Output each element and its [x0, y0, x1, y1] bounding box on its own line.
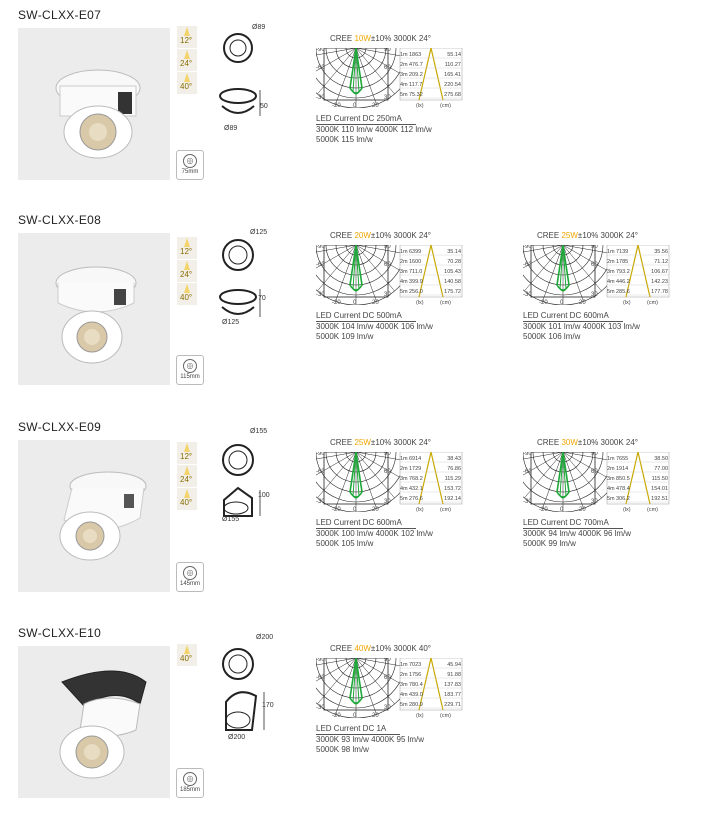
efficacy-line-1: 3000K 94 lm/w 4000K 96 lm/w	[523, 529, 632, 538]
distance-label: 4m	[400, 82, 408, 88]
unit-label: (cm)	[440, 103, 451, 108]
beam-diameter-value: 137.83	[444, 682, 461, 688]
dimension-top: Ø89	[252, 24, 266, 31]
distance-label: 3m	[400, 72, 408, 78]
distance-label: 5m	[607, 289, 615, 295]
beam-diameter-value: 76.86	[447, 466, 461, 472]
dimension-bottom: Ø125	[222, 319, 240, 326]
distance-label: 1m	[607, 456, 615, 462]
cutout-icon: ◎	[183, 154, 197, 168]
beam-diameter-value: 153.72	[444, 486, 461, 492]
beam-diameter-value: 183.77	[444, 692, 461, 698]
product-block-e10	[0, 626, 710, 816]
distance-label: 4m	[400, 692, 408, 698]
illuminance-value: 6399	[409, 249, 422, 255]
led-current-label: LED Current DC 250mA	[316, 114, 416, 125]
tick-label: 0	[560, 300, 564, 305]
unit-label: (cm)	[440, 300, 451, 305]
distance-label: 2m	[400, 259, 408, 265]
cutout-icon: ◎	[183, 359, 197, 373]
beam-angle-option[interactable]: 12°	[177, 237, 197, 259]
tick-label: -60	[316, 675, 325, 681]
product-model-title: SW-CLXX-E07	[18, 8, 102, 22]
dimension-height: 70	[258, 295, 266, 302]
illuminance-value: 209.2	[409, 72, 423, 78]
beam-angle-option[interactable]: 24°	[177, 465, 197, 487]
tick-label: 20	[579, 507, 586, 512]
beam-diameter-value: 110.27	[444, 62, 461, 68]
tick-label: 20	[579, 300, 586, 305]
led-current-label: LED Current DC 1A	[316, 724, 400, 735]
cutout-icon: ◎	[183, 566, 197, 580]
polar-diagram	[316, 452, 466, 512]
tick-label: 0	[353, 713, 357, 718]
beam-diameter-value: 55.14	[447, 52, 461, 58]
chart-info	[316, 518, 433, 549]
beam-angle-option[interactable]: 24°	[177, 260, 197, 282]
unit-label: (cm)	[440, 507, 451, 512]
light-distribution-chart	[316, 644, 466, 754]
product-photo	[18, 440, 170, 592]
cutout-size-badge: ◎ 145mm	[176, 562, 204, 592]
tick-label: 90	[591, 245, 598, 250]
tick-label: -60	[316, 469, 325, 475]
beam-icon	[184, 284, 190, 293]
tick-label: -60	[523, 469, 532, 475]
illuminance-value: 1863	[409, 52, 422, 58]
chart-info	[316, 114, 432, 145]
tick-label: 60	[384, 469, 391, 475]
beam-angle-option[interactable]: 12°	[177, 442, 197, 464]
beam-diameter-value: 38.50	[654, 456, 668, 462]
beam-icon	[184, 466, 190, 475]
beam-diameter-value: 177.78	[651, 289, 668, 295]
tick-label: 60	[591, 262, 598, 268]
beam-angle-option[interactable]: 40°	[177, 488, 197, 510]
tick-label: -90	[316, 245, 325, 250]
tick-label: 90	[591, 452, 598, 457]
tick-label: 60	[384, 675, 391, 681]
product-model-title: SW-CLXX-E10	[18, 626, 102, 640]
illuminance-value: 1785	[616, 259, 629, 265]
beam-diameter-value: 175.72	[444, 289, 461, 295]
dimension-height: 170	[262, 702, 274, 709]
efficacy-line-2: 5000K 105 lm/w	[316, 539, 374, 548]
product-model-title: SW-CLXX-E08	[18, 213, 102, 227]
tick-label: -30	[316, 95, 325, 101]
tick-label: 30	[591, 499, 598, 505]
illuminance-value: 793.2	[616, 269, 630, 275]
dimension-bottom: Ø200	[228, 734, 246, 741]
distance-label: 5m	[400, 289, 408, 295]
light-distribution-chart	[523, 231, 673, 341]
unit-label: (lx)	[623, 300, 631, 305]
illuminance-value: 446.2	[616, 279, 630, 285]
product-photo	[18, 646, 170, 798]
distance-label: 3m	[400, 476, 408, 482]
tick-label: 20	[372, 300, 379, 305]
dimension-drawing	[212, 231, 272, 341]
efficacy-line-2: 5000K 106 lm/w	[523, 332, 581, 341]
unit-label: (lx)	[416, 300, 424, 305]
tick-label: 20	[372, 713, 379, 718]
tick-label: 30	[384, 95, 391, 101]
illuminance-value: 478.4	[616, 486, 630, 492]
distance-label: 3m	[607, 269, 615, 275]
beam-angle-options	[177, 644, 197, 667]
distance-label: 3m	[400, 682, 408, 688]
tick-label: 90	[384, 452, 391, 457]
product-block-e09	[0, 420, 710, 610]
dimension-height: 100	[258, 492, 270, 499]
led-current-label: LED Current DC 600mA	[316, 518, 416, 529]
product-block-e07	[0, 8, 710, 198]
dimension-bottom: Ø155	[222, 516, 240, 523]
tick-label: -20	[332, 713, 341, 718]
illuminance-value: 256.0	[409, 289, 423, 295]
beam-diameter-value: 77.00	[654, 466, 668, 472]
illuminance-value: 768.2	[409, 476, 423, 482]
distance-label: 5m	[400, 702, 408, 708]
chart-title: CREE 40W±10% 3000K 40°	[330, 644, 431, 653]
illuminance-value: 75.32	[409, 92, 423, 98]
beam-angle-option[interactable]: 12°	[177, 26, 197, 48]
distance-label: 1m	[400, 662, 408, 668]
tick-label: 60	[384, 262, 391, 268]
unit-label: (cm)	[647, 300, 658, 305]
tick-label: 20	[372, 103, 379, 108]
beam-icon	[184, 489, 190, 498]
light-distribution-chart	[316, 231, 466, 341]
polar-diagram	[316, 48, 466, 108]
efficacy-line-2: 5000K 115 lm/w	[316, 135, 373, 144]
beam-diameter-value: 70.28	[447, 259, 461, 265]
tick-label: 30	[384, 292, 391, 298]
beam-diameter-value: 105.43	[444, 269, 461, 275]
dimension-bottom: Ø89	[224, 125, 238, 132]
efficacy-line-1: 3000K 110 lm/w 4000K 112 lm/w	[316, 125, 432, 134]
distance-label: 4m	[607, 279, 615, 285]
beam-angle-option[interactable]: 40°	[177, 644, 197, 666]
chart-title: CREE 10W±10% 3000K 24°	[330, 34, 431, 43]
illuminance-value: 780.4	[409, 682, 423, 688]
chart-info	[316, 724, 424, 755]
tick-label: -90	[316, 48, 325, 53]
chart-info	[523, 311, 640, 342]
cutout-size-badge: ◎ 75mm	[176, 150, 204, 180]
illuminance-value: 7139	[616, 249, 629, 255]
tick-label: 0	[353, 300, 357, 305]
polar-diagram	[316, 245, 466, 305]
beam-diameter-value: 220.54	[444, 82, 461, 88]
illuminance-value: 1729	[409, 466, 422, 472]
efficacy-line-1: 3000K 101 lm/w 4000K 103 lm/w	[523, 322, 640, 331]
beam-diameter-value: 165.41	[444, 72, 461, 78]
distance-label: 2m	[607, 466, 615, 472]
tick-label: -90	[316, 658, 325, 663]
tick-label: -90	[316, 452, 325, 457]
illuminance-value: 399.9	[409, 279, 423, 285]
efficacy-line-1: 3000K 104 lm/w 4000K 106 lm/w	[316, 322, 433, 331]
beam-angle-options	[177, 26, 197, 95]
distance-label: 2m	[607, 259, 615, 265]
beam-diameter-value: 35.56	[654, 249, 668, 255]
polar-diagram	[523, 452, 673, 512]
illuminance-value: 1756	[409, 672, 422, 678]
distance-label: 3m	[607, 476, 615, 482]
illuminance-value: 439.0	[409, 692, 423, 698]
tick-label: -60	[316, 262, 325, 268]
product-model-title: SW-CLXX-E09	[18, 420, 102, 434]
beam-diameter-value: 106.67	[651, 269, 668, 275]
beam-diameter-value: 140.58	[444, 279, 461, 285]
beam-diameter-value: 38.43	[447, 456, 461, 462]
illuminance-value: 1600	[409, 259, 422, 265]
beam-icon	[184, 27, 190, 36]
distance-label: 1m	[400, 52, 408, 58]
tick-label: -60	[523, 262, 532, 268]
light-distribution-chart	[316, 438, 466, 548]
cutout-size-badge: ◎ 115mm	[176, 355, 204, 385]
beam-diameter-value: 275.68	[444, 92, 461, 98]
illuminance-value: 711.0	[409, 269, 423, 275]
beam-diameter-value: 115.29	[444, 476, 461, 482]
beam-angle-option[interactable]: 40°	[177, 72, 197, 94]
illuminance-value: 6914	[409, 456, 422, 462]
beam-icon	[184, 261, 190, 270]
distance-label: 5m	[607, 496, 615, 502]
distance-label: 1m	[400, 456, 408, 462]
distance-label: 5m	[400, 92, 408, 98]
tick-label: 0	[353, 507, 357, 512]
tick-label: -90	[523, 245, 532, 250]
tick-label: -20	[539, 507, 548, 512]
beam-icon	[184, 73, 190, 82]
tick-label: -90	[523, 452, 532, 457]
product-block-e08	[0, 213, 710, 403]
led-current-label: LED Current DC 600mA	[523, 311, 623, 322]
distance-label: 3m	[400, 269, 408, 275]
distance-label: 2m	[400, 62, 408, 68]
tick-label: 90	[384, 245, 391, 250]
illuminance-value: 432.1	[409, 486, 423, 492]
tick-label: -30	[316, 499, 325, 505]
beam-icon	[184, 645, 190, 654]
beam-diameter-value: 229.71	[444, 702, 461, 708]
dimension-drawing	[212, 24, 272, 134]
distance-label: 1m	[400, 249, 408, 255]
tick-label: 0	[560, 507, 564, 512]
beam-icon	[184, 443, 190, 452]
tick-label: 30	[384, 705, 391, 711]
illuminance-value: 306.2	[616, 496, 630, 502]
beam-icon	[184, 238, 190, 247]
chart-title: CREE 30W±10% 3000K 24°	[537, 438, 638, 447]
beam-angle-options	[177, 237, 197, 306]
unit-label: (lx)	[623, 507, 631, 512]
efficacy-line-1: 3000K 93 lm/w 4000K 95 lm/w	[316, 735, 425, 744]
distance-label: 4m	[607, 486, 615, 492]
distance-label: 1m	[607, 249, 615, 255]
distance-label: 5m	[400, 496, 408, 502]
tick-label: -20	[332, 300, 341, 305]
beam-diameter-value: 71.12	[654, 259, 668, 265]
chart-info	[523, 518, 631, 549]
light-distribution-chart	[523, 438, 673, 548]
tick-label: 20	[372, 507, 379, 512]
illuminance-value: 117.7	[409, 82, 423, 88]
unit-label: (cm)	[647, 507, 658, 512]
dimension-height: 50	[260, 103, 268, 110]
chart-title: CREE 25W±10% 3000K 24°	[537, 231, 638, 240]
unit-label: (lx)	[416, 713, 424, 718]
illuminance-value: 7023	[409, 662, 422, 668]
unit-label: (cm)	[440, 713, 451, 718]
efficacy-line-2: 5000K 98 lm/w	[316, 745, 369, 754]
unit-label: (lx)	[416, 507, 424, 512]
dimension-top: Ø200	[256, 634, 274, 641]
led-current-label: LED Current DC 700mA	[523, 518, 623, 529]
tick-label: -30	[523, 292, 532, 298]
chart-info	[316, 311, 433, 342]
product-photo	[18, 28, 170, 180]
unit-label: (lx)	[416, 103, 424, 108]
illuminance-value: 1914	[616, 466, 629, 472]
cutout-icon: ◎	[183, 772, 197, 786]
beam-diameter-value: 35.14	[447, 249, 461, 255]
beam-diameter-value: 115.50	[651, 476, 668, 482]
tick-label: -30	[316, 292, 325, 298]
led-current-label: LED Current DC 500mA	[316, 311, 416, 322]
illuminance-value: 850.5	[616, 476, 630, 482]
efficacy-line-2: 5000K 109 lm/w	[316, 332, 374, 341]
dimension-top: Ø125	[250, 229, 268, 236]
illuminance-value: 7655	[616, 456, 629, 462]
tick-label: -60	[316, 65, 325, 71]
illuminance-value: 276.6	[409, 496, 423, 502]
product-photo	[18, 233, 170, 385]
distance-label: 4m	[400, 279, 408, 285]
cutout-size-badge: ◎ 185mm	[176, 768, 204, 798]
illuminance-value: 476.7	[409, 62, 423, 68]
efficacy-line-2: 5000K 99 lm/w	[523, 539, 576, 548]
tick-label: 60	[591, 469, 598, 475]
beam-diameter-value: 45.94	[447, 662, 461, 668]
polar-diagram	[523, 245, 673, 305]
beam-angle-option[interactable]: 40°	[177, 283, 197, 305]
tick-label: -20	[539, 300, 548, 305]
tick-label: -30	[523, 499, 532, 505]
tick-label: 30	[591, 292, 598, 298]
dimension-drawing	[212, 436, 272, 546]
beam-diameter-value: 142.23	[651, 279, 668, 285]
illuminance-value: 285.6	[616, 289, 630, 295]
beam-diameter-value: 192.51	[651, 496, 668, 502]
tick-label: 0	[353, 103, 357, 108]
beam-diameter-value: 154.01	[651, 486, 668, 492]
beam-angle-options	[177, 442, 197, 511]
beam-icon	[184, 50, 190, 59]
distance-label: 4m	[400, 486, 408, 492]
tick-label: -20	[332, 507, 341, 512]
light-distribution-chart	[316, 34, 466, 144]
polar-diagram	[316, 658, 466, 718]
beam-diameter-value: 192.14	[444, 496, 461, 502]
tick-label: -20	[332, 103, 341, 108]
distance-label: 2m	[400, 672, 408, 678]
chart-title: CREE 20W±10% 3000K 24°	[330, 231, 431, 240]
tick-label: 30	[384, 499, 391, 505]
chart-title: CREE 25W±10% 3000K 24°	[330, 438, 431, 447]
illuminance-value: 280.9	[409, 702, 423, 708]
beam-angle-option[interactable]: 24°	[177, 49, 197, 71]
distance-label: 2m	[400, 466, 408, 472]
dimension-top: Ø155	[250, 428, 268, 435]
tick-label: 90	[384, 658, 391, 663]
tick-label: -30	[316, 705, 325, 711]
efficacy-line-1: 3000K 100 lm/w 4000K 102 lm/w	[316, 529, 433, 538]
tick-label: 60	[384, 65, 391, 71]
tick-label: 90	[384, 48, 391, 53]
beam-diameter-value: 91.88	[447, 672, 461, 678]
